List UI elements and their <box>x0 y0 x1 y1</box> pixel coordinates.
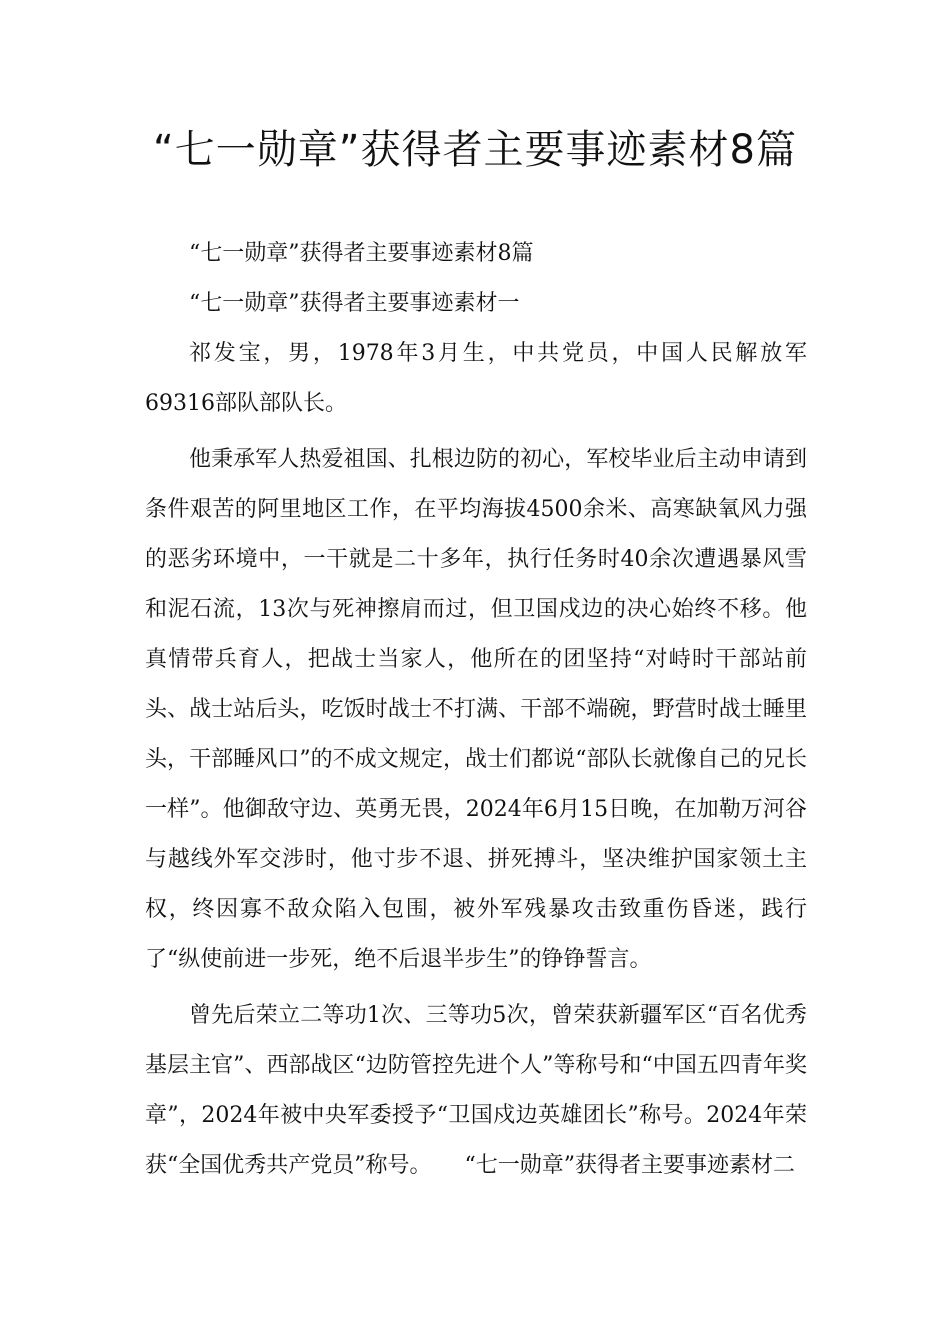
paragraph-deeds: 他秉承军人热爱祖国、扎根边防的初心，军校毕业后主动申请到条件艰苦的阿里地区工作，在平均海拔4500余米、高寒缺氧风力强的恶劣环境中，一干就是二十多年，执行任务时40余次遭遇暴风雪和泥石流，13次与死神擦肩而过，但卫国戍边的决心始终不移。他真情带兵育人，把战士当家人，他所在的团坚持“对峙时干部站前头、战士站后头，吃饭时战士不打满、干部不端碗，野营时战士睡里头，干部睡风口”的不成文规定，战士们都说“部队长就像自己的兄长一样”。他御敌守边、英勇无畏，2024年6月15日晚，在加勒万河谷与越线外军交涉时，他寸步不退、拼死搏斗，坚决维护国家领土主权，终因寡不敌众陷入包围，被外军残暴攻击致重伤昏迷，践行了“纵使前进一步死，绝不后退半步生”的铮铮誓言。 <box>145 447 807 972</box>
document-title: “七一勋章”获得者主要事迹素材8篇 <box>153 127 797 173</box>
paragraph-section-heading: “七一勋章”获得者主要事迹素材一 <box>189 291 520 316</box>
document-body <box>145 229 807 1191</box>
paragraph-subtitle: “七一勋章”获得者主要事迹素材8篇 <box>189 241 534 266</box>
paragraph-honors: 曾先后荣立二等功1次、三等功5次，曾荣获新疆军区“百名优秀基层主官”、西部战区“边防管控先进个人”等称号和“中国五四青年奖章”，2024年被中央军委授予“卫国戍边英雄团长”称号。2024年荣获“全国优秀共产党员”称号。 “七一勋章”获得者主要事迹素材二 <box>145 1003 807 1178</box>
paragraph-profile: 祁发宝，男，1978年3月生，中共党员，中国人民解放军69316部队部队长。 <box>145 341 807 416</box>
